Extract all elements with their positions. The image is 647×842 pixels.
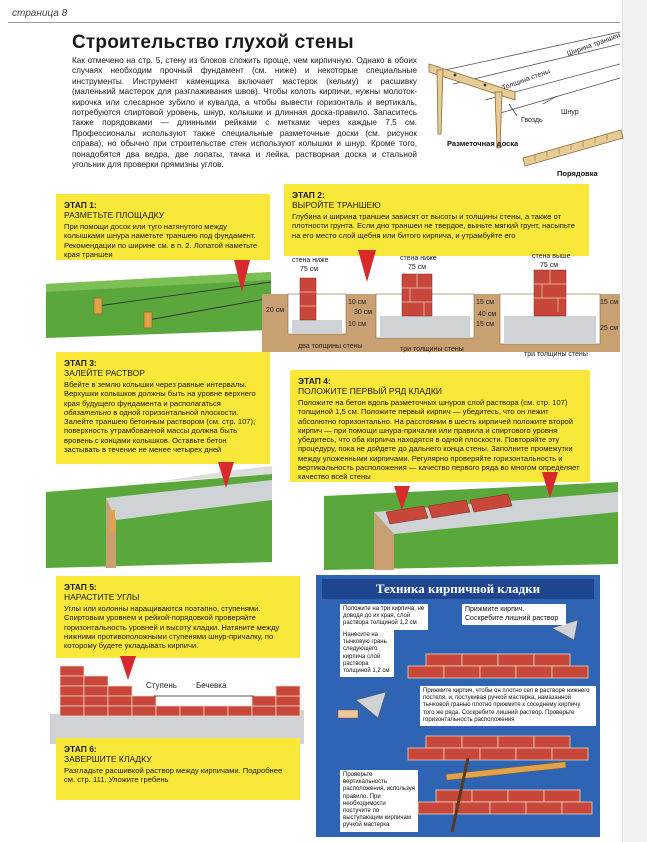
step-4-subtitle: ПОЛОЖИТЕ ПЕРВЫЙ РЯД КЛАДКИ (298, 386, 442, 396)
page-number: страница 8 (12, 8, 68, 19)
step-3-subtitle: ЗАЛЕЙТЕ РАСТВОР (64, 368, 145, 378)
technique-note-1: Положите на три кирпича, не доводя до их края, слой раствора толщиной 1,2 см (340, 604, 428, 630)
trench-1 (288, 278, 346, 334)
technique-note-5: Проверьте вертикальность расположения, используя правило. При необходимости постучите по выступающим кирпичам ручкой мастерка (340, 770, 418, 832)
header-rule (8, 22, 620, 23)
step-6-box (56, 738, 300, 800)
step-4-box (290, 370, 590, 482)
label-trench-width: Ширина траншеи (566, 32, 622, 58)
step-2-text: Глубина и ширина траншеи зависят от высоты и толщины стены, а также от плотности грунта. Если дно траншеи не твердое, выньте мягкий грунт, насыпьте на его место слой щебня или битого кирпича, и утрамбуйте его (292, 212, 575, 240)
label-nail: Гвоздь (521, 117, 543, 124)
step-1-subtitle: РАЗМЕТЬТЕ ПЛОЩАДКУ (64, 210, 165, 220)
step-1-box (56, 194, 270, 260)
trench-2 (376, 274, 474, 338)
wall-2-bottom: три толщины стены (400, 346, 464, 353)
wall-1-left-dim: 20 см (266, 307, 285, 314)
trench-3 (500, 270, 600, 344)
technique-note-4: Прижмите кирпич, чтобы он плотно сел в растворе нижнего постеля, и, постукивая ручкой мастерка, намазанной тычковой гранью плотно прижмите к соседнему кирпичу того же ряда. Соскребите лишний раствор. Проверьте горизонтальность расположения (420, 686, 596, 726)
step-3-text-emphasis: обязательно (64, 407, 112, 417)
wall-1-right-dim-1: 10 см (348, 299, 367, 306)
step-2-title: ЭТАП 2: (292, 190, 325, 200)
technique-title: Техника кирпичной кладки (322, 579, 594, 599)
step-3-text-after: в одной горизонтальной плоскости. Залейте траншею бетонным раствором (см. стр. 107); поверхность утрамбованной массы должна быть вровень с концами колышков. Оставьте бетон застывать в течение не менее четырех дней (64, 407, 256, 455)
step-3-text-before: Вбейте в землю колышки через равные интервалы. Верхушки колышков должны быть на уровне верхнего края будущего фундамента и располагаться (64, 380, 256, 408)
label-string-line: Бечевка (196, 681, 227, 690)
step-4-text: Положите на бетон вдоль разметочных шнуров слой раствора (см. стр. 107) толщиной 1,5 см. Положите первый кирпич — убедитесь, что он лежит абсолютно горизонтально. На расстоянии в шесть кирпичей положите второй кирпич — при помощи шнура-причалки или правила и спиртового уровня убедитесь, что оба кирпича находятся в одной плоскости. Повторяйте эту процедуру, пока не дойдете до дальнего конца стены. Заполните промежутки между уложенными кирпичами. Регулярно проверяйте горизонтальность и вертикальность расположения — качество первого ряда во многом определяет качество всей стены (298, 398, 580, 482)
wall-2-right-dim-2: 15 см (476, 321, 495, 328)
step-5-subtitle: НАРАСТИТЕ УГЛЫ (64, 592, 140, 602)
wall-3-right-dim-2: 25 см (600, 325, 619, 332)
step-2-subtitle: ВЫРОЙТЕ ТРАНШЕЮ (292, 200, 381, 210)
step-1-title: ЭТАП 1: (64, 200, 97, 210)
step-4-illustration (324, 472, 618, 570)
label-wall-thickness: Толщина стены (501, 68, 551, 92)
wall-1-right-dim-2: 10 см (348, 321, 367, 328)
technique-note-2: Прижмите кирпич. Соскребите лишний раствор (462, 604, 566, 625)
step-3-box (56, 352, 270, 464)
step-5-title: ЭТАП 5: (64, 582, 97, 592)
wall-2-width: 75 см (408, 264, 427, 271)
wall-3-right-dim-1: 15 см (600, 299, 619, 306)
wall-3-bottom: три толщины стены (524, 351, 588, 358)
wall-3-width: 75 см (540, 262, 559, 269)
wall-3-caption: стена выше (532, 253, 571, 260)
marking-board-figure (425, 30, 625, 180)
wall-2-caption: стена ниже (400, 255, 437, 262)
step-6-text: Разгладьте расшивкой раствор между кирпичами. Подробнее см. стр. 111. Уложите гребень (64, 766, 283, 785)
wall-2-right-dim-1: 15 см (476, 299, 495, 306)
step-5-text: Углы или колонны наращиваются поэтапно, ступенями. Спиртовым уровнем и рейкой-порядовкой проверяйте горизонтальность уровней и высоту кладки. Натяните между нижними противоположными ступенями шнур-причалку, по которому будете укладывать кирпичи. (64, 604, 280, 651)
wall-2-left-dim: 30 см (354, 309, 373, 316)
step-5-illustration (50, 652, 304, 744)
trench-diagram (262, 250, 620, 360)
label-step: Ступень (146, 681, 177, 690)
intro-paragraph: Как отмечено на стр. 5, стену из блоков сложить проще, чем кирпичную. Однако в обоих случаях необходим прочный фундамент (см. ниже) и некоторые специальные инструменты. Инструмент каменщика включает мастерок (кельму) и расшивку (маленький мастерок для разглаживания швов). Чтобы колоть кирпичи, нужны молоток-кирочка или слесарное зубило и кувалда, а чтобы вывести горизонталь и вертикаль, потребуются спиртовой уровень, шнур, колышки и длинная доска-правило. Запаситесь также порядовками — длинными рейками с метками через каждые 7,5 см. Профессионалы используют также специальные разметочные доски (см. рисунок справа), но обычно при строительстве стен используют колышки и шнур. Кроме того, понадобятся два ведра, две лопаты, тачка и лейка, растворная доска и стальной угольник для проверки прямизны углов. (72, 56, 417, 170)
step-6-title: ЭТАП 6: (64, 744, 97, 754)
step-4-title: ЭТАП 4: (298, 376, 331, 386)
page-title: Строительство глухой стены (72, 32, 354, 53)
step-3-illustration (46, 462, 272, 568)
step-6-subtitle: ЗАВЕРШИТЕ КЛАДКУ (64, 754, 152, 764)
page-edge (622, 0, 647, 842)
step-3-title: ЭТАП 3: (64, 358, 97, 368)
label-gauge-rod: Порядовка (557, 169, 598, 178)
step-3-text (64, 380, 262, 454)
step-2-box (284, 184, 589, 256)
wall-3-left-dim: 40 см (478, 311, 497, 318)
step-1-illustration (46, 260, 271, 342)
wall-1-caption: стена ниже (292, 257, 329, 264)
step-5-box (56, 576, 300, 658)
wall-1-width: 75 см (300, 266, 319, 273)
step-1-text: При помощи досок или туго натянутого между колышками шнура наметьте траншею под фундамент. Рекомендации по ширине см. в п. 2. Лопатой наметьте края траншеи (64, 222, 258, 259)
label-string: Шнур (561, 109, 579, 116)
technique-note-3: Нанесите на тычковую грань следующего кирпича слой раствора толщиной 1,2 см (340, 630, 394, 677)
label-marking-board: Разметочная доска (447, 139, 519, 148)
wall-1-bottom: два толщины стены (298, 343, 363, 350)
